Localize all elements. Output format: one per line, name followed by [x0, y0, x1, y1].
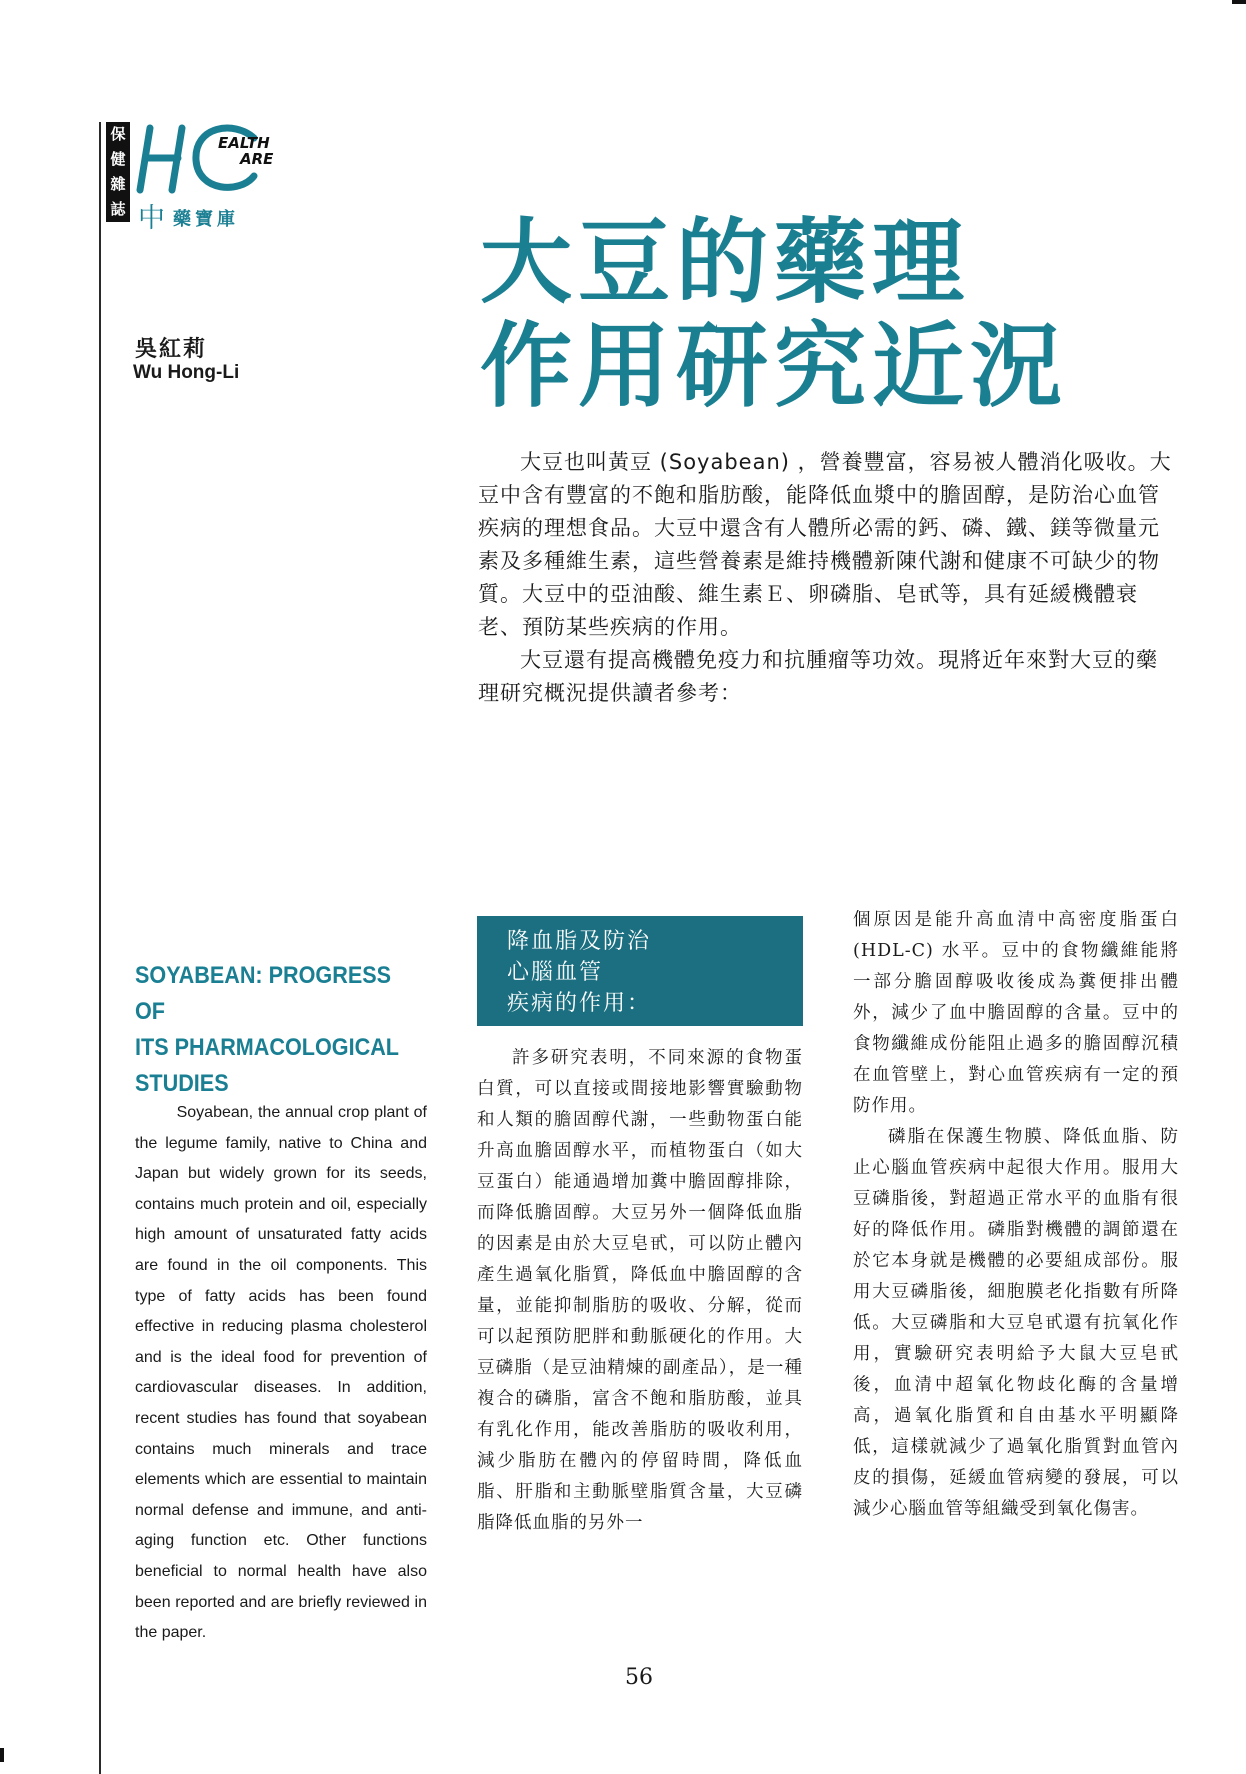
body-column-right [853, 905, 1179, 1525]
magazine-label [106, 122, 130, 222]
magazine-label-char: 雜 [110, 175, 126, 193]
title-line-1: 大豆的藥理 [480, 208, 971, 316]
margin-rule [99, 122, 101, 1774]
intro-paragraph: 大豆也叫黃豆 (Soyabean) ，營養豐富，容易被人體消化吸收。大豆中含有豐富的不飽和脂肪酸，能降低血漿中的膽固醇，是防治心血管疾病的理想食品。大豆中還含有人體所必需的鈣、磷、鐵、鎂等微量元素及多種維生素，這些營養素是維持機體新陳代謝和健康不可缺少的物質。大豆中的亞油酸、維生素Ｅ、卵磷脂、皂甙等，具有延緩機體衰老、預防某些疾病的作用。 [478, 450, 1172, 639]
article-title [480, 210, 1200, 418]
section-tag-big: 中 [138, 203, 165, 234]
body-column-middle [477, 1043, 803, 1539]
crop-mark-bottom-left [0, 1748, 4, 1762]
english-abstract-text: Soyabean, the annual crop plant of the legume family, native to China and Japan but widely grown for its seeds, contains much protein and oil, especially high amount of unsaturated fatty acids are found in the oil components. This type of fatty acids has been found effective in reducing plasma cholesterol and is the ideal food for prevention of cardiovascular diseases. In addition, recent studies has found that soyabean contains much minerals and trace elements which are essential to maintain normal defense and immune, and anti-aging function etc. Other functions beneficial to normal health have also been reported and are briefly reviewed in the paper. [135, 1104, 427, 1642]
crop-mark-top-right [1232, 0, 1246, 4]
english-title-line: SOYABEAN: PROGRESS OF [135, 962, 392, 1025]
english-title-line: ITS PHARMACOLOGICAL [135, 1034, 399, 1061]
title-line-2: 作用研究近況 [480, 312, 1069, 420]
section-heading-line: 疾病的作用： [507, 991, 652, 1016]
body-paragraph: 許多研究表明，不同來源的食物蛋白質，可以直接或間接地影響實驗動物和人類的膽固醇代謝，一些動物蛋白能升高血膽固醇水平，而植物蛋白（如大豆蛋白）能通過增加糞中膽固醇排除，而降低膽固醇。大豆另外一個降低血脂的因素是由於大豆皂甙，可以防止體內產生過氧化脂質，降低血中膽固醇的含量，並能抑制脂肪的吸收、分解，從而可以起預防肥胖和動脈硬化的作用。大豆磷脂（是豆油精煉的副產品），是一種複合的磷脂，富含不飽和脂肪酸，並具有乳化作用，能改善脂肪的吸收利用，減少脂肪在體內的停留時間，降低血脂、肝脂和主動脈壁脂質含量，大豆磷脂降低血脂的另外一 [477, 1048, 803, 1533]
section-heading-line: 心腦血管 [507, 960, 604, 985]
page-number: 56 [625, 1665, 653, 1690]
section-heading-box [477, 916, 803, 1026]
body-paragraph: 磷脂在保護生物膜、降低血脂、防止心腦血管疾病中起很大作用。服用大豆磷脂後，對超過正常水平的血脂有很好的降低作用。磷脂對機體的調節還在於它本身就是機體的必要組成部份。服用大豆磷脂後，細胞膜老化指數有所降低。大豆磷脂和大豆皂甙還有抗氧化作用，實驗研究表明給予大鼠大豆皂甙後，血清中超氧化物歧化酶的含量增高，過氧化脂質和自由基水平明顯降低，這樣就減少了過氧化脂質對血管內皮的損傷，延緩血管病變的發展，可以減少心腦血管等組織受到氧化傷害。 [853, 1127, 1179, 1519]
english-abstract [135, 1098, 427, 1649]
logo-text-ealth: EALTH [218, 134, 270, 152]
body-paragraph-continued: 個原因是能升高血清中高密度脂蛋白 (HDL-C) 水平。豆中的食物纖維能將一部分膽固醇吸收後成為糞便排出體外，減少了血中膽固醇的含量。豆中的食物纖維成份能阻止過多的膽固醇沉積在血管壁上，對心血管疾病有一定的預防作用。 [853, 910, 1179, 1116]
magazine-label-char: 健 [110, 150, 126, 168]
author-name-zh: 吳紅莉 [135, 337, 208, 362]
magazine-label-char: 保 [110, 125, 126, 143]
healthcare-logo [136, 120, 296, 200]
section-tag [138, 196, 239, 235]
author-name-en: Wu Hong-Li [133, 362, 240, 383]
magazine-label-char: 誌 [110, 200, 126, 218]
english-title [135, 958, 405, 1102]
intro-text [478, 446, 1178, 710]
english-title-line: STUDIES [135, 1070, 229, 1097]
intro-paragraph: 大豆還有提高機體免疫力和抗腫瘤等功效。現將近年來對大豆的藥理研究概況提供讀者參考： [478, 648, 1158, 705]
logo-text-are: ARE [240, 150, 274, 168]
section-tag-small: 藥寶庫 [173, 209, 239, 230]
section-heading-line: 降血脂及防治 [507, 929, 652, 954]
